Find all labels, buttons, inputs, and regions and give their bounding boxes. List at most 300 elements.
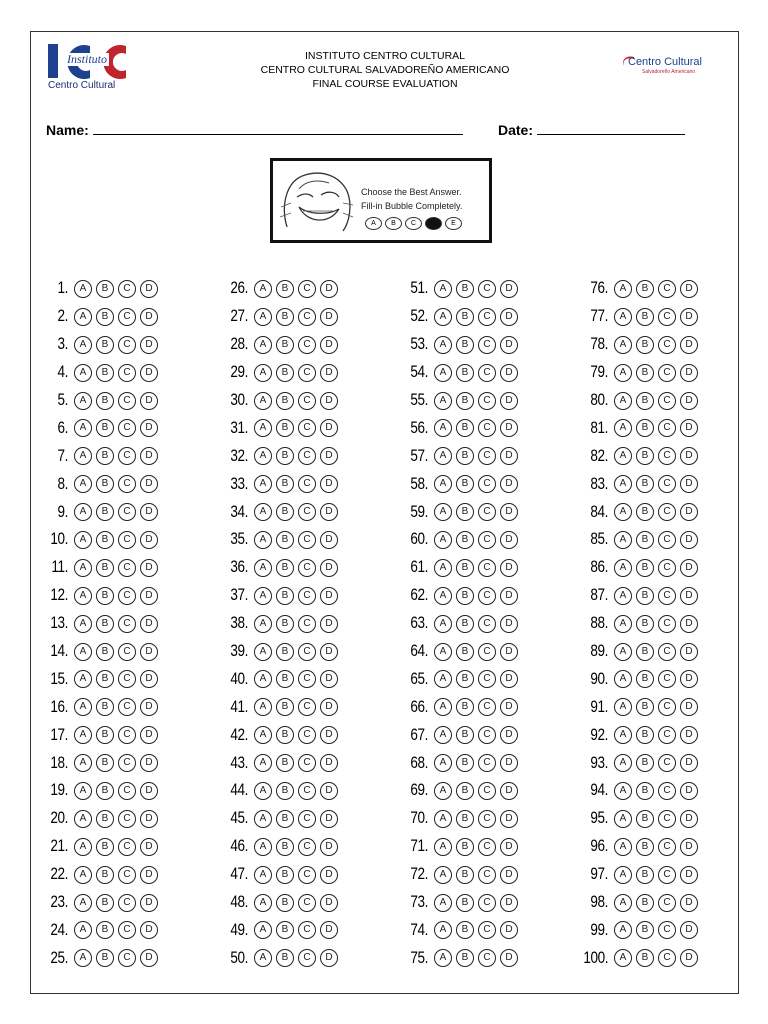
answer-bubble-b[interactable]: B [636, 559, 654, 577]
answer-bubble-c[interactable]: C [298, 336, 316, 354]
answer-bubble-c[interactable]: C [118, 782, 136, 800]
answer-bubble-b[interactable]: B [456, 921, 474, 939]
answer-bubble-a[interactable]: A [254, 447, 272, 465]
answer-bubble-d[interactable]: D [140, 810, 158, 828]
answer-bubble-d[interactable]: D [320, 670, 338, 688]
answer-bubble-c[interactable]: C [478, 531, 496, 549]
answer-bubble-a[interactable]: A [74, 280, 92, 298]
answer-bubble-b[interactable]: B [276, 615, 294, 633]
answer-bubble-b[interactable]: B [636, 866, 654, 884]
answer-bubble-d[interactable]: D [320, 308, 338, 326]
answer-bubble-d[interactable]: D [500, 587, 518, 605]
answer-bubble-d[interactable]: D [140, 280, 158, 298]
answer-bubble-b[interactable]: B [456, 643, 474, 661]
answer-bubble-b[interactable]: B [96, 810, 114, 828]
answer-bubble-d[interactable]: D [680, 643, 698, 661]
answer-bubble-b[interactable]: B [276, 447, 294, 465]
answer-bubble-a[interactable]: A [254, 643, 272, 661]
answer-bubble-a[interactable]: A [434, 475, 452, 493]
answer-bubble-a[interactable]: A [614, 643, 632, 661]
answer-bubble-d[interactable]: D [500, 503, 518, 521]
answer-bubble-b[interactable]: B [96, 782, 114, 800]
answer-bubble-c[interactable]: C [478, 894, 496, 912]
answer-bubble-c[interactable]: C [478, 782, 496, 800]
answer-bubble-c[interactable]: C [658, 949, 676, 967]
answer-bubble-d[interactable]: D [320, 531, 338, 549]
answer-bubble-c[interactable]: C [118, 336, 136, 354]
answer-bubble-d[interactable]: D [140, 475, 158, 493]
answer-bubble-b[interactable]: B [636, 894, 654, 912]
answer-bubble-a[interactable]: A [434, 419, 452, 437]
answer-bubble-a[interactable]: A [74, 308, 92, 326]
answer-bubble-a[interactable]: A [74, 587, 92, 605]
answer-bubble-a[interactable]: A [254, 336, 272, 354]
answer-bubble-a[interactable]: A [254, 587, 272, 605]
answer-bubble-c[interactable]: C [478, 838, 496, 856]
answer-bubble-b[interactable]: B [456, 838, 474, 856]
answer-bubble-a[interactable]: A [74, 698, 92, 716]
answer-bubble-a[interactable]: A [254, 698, 272, 716]
answer-bubble-b[interactable]: B [636, 392, 654, 410]
answer-bubble-a[interactable]: A [254, 810, 272, 828]
answer-bubble-a[interactable]: A [434, 921, 452, 939]
answer-bubble-a[interactable]: A [254, 531, 272, 549]
answer-bubble-b[interactable]: B [276, 894, 294, 912]
answer-bubble-c[interactable]: C [478, 587, 496, 605]
answer-bubble-d[interactable]: D [500, 949, 518, 967]
answer-bubble-a[interactable]: A [254, 866, 272, 884]
answer-bubble-d[interactable]: D [500, 392, 518, 410]
answer-bubble-a[interactable]: A [74, 726, 92, 744]
answer-bubble-a[interactable]: A [254, 308, 272, 326]
answer-bubble-b[interactable]: B [96, 921, 114, 939]
answer-bubble-b[interactable]: B [456, 392, 474, 410]
answer-bubble-a[interactable]: A [74, 754, 92, 772]
answer-bubble-c[interactable]: C [298, 559, 316, 577]
answer-bubble-b[interactable]: B [96, 894, 114, 912]
answer-bubble-a[interactable]: A [254, 419, 272, 437]
answer-bubble-c[interactable]: C [478, 810, 496, 828]
answer-bubble-a[interactable]: A [254, 280, 272, 298]
answer-bubble-a[interactable]: A [434, 949, 452, 967]
answer-bubble-c[interactable]: C [478, 280, 496, 298]
answer-bubble-c[interactable]: C [298, 838, 316, 856]
answer-bubble-a[interactable]: A [74, 643, 92, 661]
answer-bubble-d[interactable]: D [140, 894, 158, 912]
answer-bubble-d[interactable]: D [680, 336, 698, 354]
answer-bubble-a[interactable]: A [614, 754, 632, 772]
answer-bubble-d[interactable]: D [140, 866, 158, 884]
answer-bubble-b[interactable]: B [456, 308, 474, 326]
answer-bubble-a[interactable]: A [614, 559, 632, 577]
answer-bubble-d[interactable]: D [680, 587, 698, 605]
answer-bubble-d[interactable]: D [140, 698, 158, 716]
answer-bubble-d[interactable]: D [680, 364, 698, 382]
answer-bubble-d[interactable]: D [140, 921, 158, 939]
answer-bubble-b[interactable]: B [456, 475, 474, 493]
answer-bubble-a[interactable]: A [74, 475, 92, 493]
answer-bubble-d[interactable]: D [140, 726, 158, 744]
answer-bubble-d[interactable]: D [680, 280, 698, 298]
answer-bubble-d[interactable]: D [680, 392, 698, 410]
answer-bubble-c[interactable]: C [118, 866, 136, 884]
answer-bubble-a[interactable]: A [254, 392, 272, 410]
answer-bubble-c[interactable]: C [658, 866, 676, 884]
answer-bubble-c[interactable]: C [118, 921, 136, 939]
answer-bubble-b[interactable]: B [636, 447, 654, 465]
answer-bubble-d[interactable]: D [680, 475, 698, 493]
answer-bubble-d[interactable]: D [140, 503, 158, 521]
answer-bubble-b[interactable]: B [276, 559, 294, 577]
answer-bubble-c[interactable]: C [118, 754, 136, 772]
answer-bubble-c[interactable]: C [298, 615, 316, 633]
answer-bubble-c[interactable]: C [118, 308, 136, 326]
answer-bubble-a[interactable]: A [74, 559, 92, 577]
answer-bubble-b[interactable]: B [636, 782, 654, 800]
answer-bubble-a[interactable]: A [614, 670, 632, 688]
answer-bubble-b[interactable]: B [96, 280, 114, 298]
answer-bubble-c[interactable]: C [658, 559, 676, 577]
answer-bubble-c[interactable]: C [118, 643, 136, 661]
answer-bubble-c[interactable]: C [478, 643, 496, 661]
answer-bubble-a[interactable]: A [434, 643, 452, 661]
answer-bubble-c[interactable]: C [658, 921, 676, 939]
answer-bubble-b[interactable]: B [276, 419, 294, 437]
answer-bubble-d[interactable]: D [500, 615, 518, 633]
answer-bubble-c[interactable]: C [298, 949, 316, 967]
answer-bubble-b[interactable]: B [456, 559, 474, 577]
answer-bubble-c[interactable]: C [658, 280, 676, 298]
answer-bubble-a[interactable]: A [74, 419, 92, 437]
answer-bubble-c[interactable]: C [658, 754, 676, 772]
answer-bubble-c[interactable]: C [658, 392, 676, 410]
answer-bubble-a[interactable]: A [614, 308, 632, 326]
answer-bubble-b[interactable]: B [456, 670, 474, 688]
answer-bubble-b[interactable]: B [96, 949, 114, 967]
answer-bubble-d[interactable]: D [140, 615, 158, 633]
answer-bubble-b[interactable]: B [636, 643, 654, 661]
answer-bubble-b[interactable]: B [276, 726, 294, 744]
answer-bubble-c[interactable]: C [298, 419, 316, 437]
answer-bubble-d[interactable]: D [320, 866, 338, 884]
answer-bubble-c[interactable]: C [118, 615, 136, 633]
answer-bubble-c[interactable]: C [658, 670, 676, 688]
answer-bubble-c[interactable]: C [658, 419, 676, 437]
answer-bubble-d[interactable]: D [500, 894, 518, 912]
answer-bubble-c[interactable]: C [298, 866, 316, 884]
answer-bubble-d[interactable]: D [680, 419, 698, 437]
answer-bubble-d[interactable]: D [140, 308, 158, 326]
answer-bubble-c[interactable]: C [478, 447, 496, 465]
answer-bubble-b[interactable]: B [456, 810, 474, 828]
answer-bubble-d[interactable]: D [680, 670, 698, 688]
answer-bubble-a[interactable]: A [74, 866, 92, 884]
answer-bubble-b[interactable]: B [456, 949, 474, 967]
answer-bubble-d[interactable]: D [320, 447, 338, 465]
answer-bubble-a[interactable]: A [434, 810, 452, 828]
answer-bubble-c[interactable]: C [298, 587, 316, 605]
answer-bubble-a[interactable]: A [254, 726, 272, 744]
answer-bubble-c[interactable]: C [658, 364, 676, 382]
answer-bubble-a[interactable]: A [74, 531, 92, 549]
answer-bubble-a[interactable]: A [254, 949, 272, 967]
answer-bubble-a[interactable]: A [434, 336, 452, 354]
answer-bubble-d[interactable]: D [140, 531, 158, 549]
answer-bubble-a[interactable]: A [614, 364, 632, 382]
answer-bubble-d[interactable]: D [500, 670, 518, 688]
answer-bubble-a[interactable]: A [434, 726, 452, 744]
answer-bubble-c[interactable]: C [118, 447, 136, 465]
answer-bubble-c[interactable]: C [298, 782, 316, 800]
answer-bubble-b[interactable]: B [276, 949, 294, 967]
answer-bubble-c[interactable]: C [658, 643, 676, 661]
answer-bubble-a[interactable]: A [254, 754, 272, 772]
answer-bubble-c[interactable]: C [658, 531, 676, 549]
answer-bubble-b[interactable]: B [96, 670, 114, 688]
answer-bubble-b[interactable]: B [456, 866, 474, 884]
answer-bubble-b[interactable]: B [96, 726, 114, 744]
date-input-line[interactable] [537, 120, 685, 135]
answer-bubble-b[interactable]: B [96, 643, 114, 661]
answer-bubble-b[interactable]: B [636, 587, 654, 605]
answer-bubble-b[interactable]: B [276, 838, 294, 856]
answer-bubble-d[interactable]: D [320, 587, 338, 605]
answer-bubble-a[interactable]: A [74, 949, 92, 967]
answer-bubble-c[interactable]: C [658, 782, 676, 800]
answer-bubble-c[interactable]: C [118, 503, 136, 521]
answer-bubble-c[interactable]: C [658, 726, 676, 744]
answer-bubble-a[interactable]: A [614, 782, 632, 800]
answer-bubble-c[interactable]: C [658, 308, 676, 326]
answer-bubble-a[interactable]: A [434, 587, 452, 605]
answer-bubble-d[interactable]: D [500, 782, 518, 800]
answer-bubble-a[interactable]: A [614, 894, 632, 912]
answer-bubble-c[interactable]: C [658, 475, 676, 493]
answer-bubble-c[interactable]: C [118, 894, 136, 912]
answer-bubble-c[interactable]: C [118, 475, 136, 493]
answer-bubble-b[interactable]: B [96, 419, 114, 437]
answer-bubble-c[interactable]: C [478, 615, 496, 633]
answer-bubble-d[interactable]: D [680, 921, 698, 939]
answer-bubble-d[interactable]: D [680, 615, 698, 633]
answer-bubble-b[interactable]: B [276, 392, 294, 410]
answer-bubble-d[interactable]: D [320, 643, 338, 661]
answer-bubble-a[interactable]: A [434, 894, 452, 912]
answer-bubble-d[interactable]: D [320, 782, 338, 800]
answer-bubble-a[interactable]: A [254, 559, 272, 577]
answer-bubble-a[interactable]: A [614, 921, 632, 939]
answer-bubble-d[interactable]: D [140, 949, 158, 967]
answer-bubble-a[interactable]: A [434, 503, 452, 521]
answer-bubble-c[interactable]: C [658, 698, 676, 716]
answer-bubble-c[interactable]: C [118, 392, 136, 410]
answer-bubble-b[interactable]: B [636, 364, 654, 382]
answer-bubble-b[interactable]: B [96, 559, 114, 577]
answer-bubble-b[interactable]: B [276, 475, 294, 493]
answer-bubble-a[interactable]: A [254, 364, 272, 382]
answer-bubble-d[interactable]: D [500, 419, 518, 437]
answer-bubble-a[interactable]: A [614, 587, 632, 605]
answer-bubble-d[interactable]: D [680, 531, 698, 549]
answer-bubble-d[interactable]: D [320, 810, 338, 828]
answer-bubble-a[interactable]: A [614, 531, 632, 549]
answer-bubble-b[interactable]: B [636, 810, 654, 828]
answer-bubble-c[interactable]: C [298, 670, 316, 688]
answer-bubble-a[interactable]: A [434, 615, 452, 633]
answer-bubble-b[interactable]: B [456, 782, 474, 800]
answer-bubble-b[interactable]: B [96, 503, 114, 521]
answer-bubble-d[interactable]: D [500, 810, 518, 828]
answer-bubble-a[interactable]: A [434, 559, 452, 577]
answer-bubble-b[interactable]: B [636, 531, 654, 549]
answer-bubble-d[interactable]: D [500, 475, 518, 493]
answer-bubble-b[interactable]: B [96, 587, 114, 605]
answer-bubble-b[interactable]: B [636, 726, 654, 744]
answer-bubble-d[interactable]: D [320, 754, 338, 772]
answer-bubble-a[interactable]: A [74, 392, 92, 410]
answer-bubble-d[interactable]: D [680, 949, 698, 967]
answer-bubble-d[interactable]: D [320, 949, 338, 967]
answer-bubble-c[interactable]: C [298, 726, 316, 744]
answer-bubble-a[interactable]: A [434, 866, 452, 884]
answer-bubble-b[interactable]: B [276, 698, 294, 716]
answer-bubble-c[interactable]: C [118, 810, 136, 828]
answer-bubble-c[interactable]: C [298, 447, 316, 465]
answer-bubble-d[interactable]: D [500, 754, 518, 772]
answer-bubble-d[interactable]: D [320, 475, 338, 493]
answer-bubble-a[interactable]: A [254, 894, 272, 912]
answer-bubble-a[interactable]: A [254, 670, 272, 688]
answer-bubble-c[interactable]: C [298, 364, 316, 382]
answer-bubble-b[interactable]: B [456, 364, 474, 382]
answer-bubble-b[interactable]: B [456, 503, 474, 521]
answer-bubble-a[interactable]: A [614, 866, 632, 884]
answer-bubble-b[interactable]: B [636, 308, 654, 326]
answer-bubble-c[interactable]: C [118, 838, 136, 856]
answer-bubble-d[interactable]: D [680, 866, 698, 884]
answer-bubble-b[interactable]: B [276, 587, 294, 605]
answer-bubble-c[interactable]: C [658, 810, 676, 828]
answer-bubble-d[interactable]: D [320, 726, 338, 744]
answer-bubble-b[interactable]: B [456, 615, 474, 633]
name-input-line[interactable] [93, 120, 463, 135]
answer-bubble-a[interactable]: A [74, 782, 92, 800]
answer-bubble-d[interactable]: D [500, 921, 518, 939]
answer-bubble-a[interactable]: A [614, 475, 632, 493]
answer-bubble-c[interactable]: C [298, 698, 316, 716]
answer-bubble-b[interactable]: B [276, 531, 294, 549]
answer-bubble-d[interactable]: D [500, 866, 518, 884]
answer-bubble-b[interactable]: B [96, 615, 114, 633]
answer-bubble-b[interactable]: B [96, 336, 114, 354]
answer-bubble-c[interactable]: C [658, 503, 676, 521]
answer-bubble-d[interactable]: D [140, 643, 158, 661]
answer-bubble-a[interactable]: A [74, 615, 92, 633]
answer-bubble-a[interactable]: A [254, 838, 272, 856]
answer-bubble-c[interactable]: C [118, 949, 136, 967]
answer-bubble-b[interactable]: B [276, 364, 294, 382]
answer-bubble-a[interactable]: A [74, 921, 92, 939]
answer-bubble-c[interactable]: C [478, 392, 496, 410]
answer-bubble-a[interactable]: A [614, 698, 632, 716]
answer-bubble-c[interactable]: C [298, 894, 316, 912]
answer-bubble-d[interactable]: D [140, 392, 158, 410]
answer-bubble-d[interactable]: D [680, 754, 698, 772]
answer-bubble-b[interactable]: B [276, 643, 294, 661]
answer-bubble-a[interactable]: A [74, 838, 92, 856]
answer-bubble-b[interactable]: B [456, 419, 474, 437]
answer-bubble-d[interactable]: D [680, 559, 698, 577]
answer-bubble-c[interactable]: C [478, 419, 496, 437]
answer-bubble-b[interactable]: B [636, 280, 654, 298]
answer-bubble-c[interactable]: C [658, 447, 676, 465]
answer-bubble-c[interactable]: C [118, 559, 136, 577]
answer-bubble-a[interactable]: A [434, 698, 452, 716]
answer-bubble-b[interactable]: B [636, 336, 654, 354]
answer-bubble-b[interactable]: B [96, 698, 114, 716]
answer-bubble-d[interactable]: D [320, 894, 338, 912]
answer-bubble-a[interactable]: A [434, 838, 452, 856]
answer-bubble-d[interactable]: D [680, 308, 698, 326]
answer-bubble-c[interactable]: C [478, 503, 496, 521]
answer-bubble-b[interactable]: B [456, 336, 474, 354]
answer-bubble-a[interactable]: A [614, 280, 632, 298]
answer-bubble-a[interactable]: A [74, 336, 92, 354]
answer-bubble-a[interactable]: A [434, 308, 452, 326]
answer-bubble-b[interactable]: B [96, 447, 114, 465]
answer-bubble-c[interactable]: C [478, 698, 496, 716]
answer-bubble-c[interactable]: C [478, 670, 496, 688]
answer-bubble-d[interactable]: D [500, 698, 518, 716]
answer-bubble-d[interactable]: D [140, 782, 158, 800]
answer-bubble-d[interactable]: D [680, 782, 698, 800]
answer-bubble-a[interactable]: A [74, 670, 92, 688]
answer-bubble-b[interactable]: B [636, 754, 654, 772]
answer-bubble-b[interactable]: B [96, 364, 114, 382]
answer-bubble-d[interactable]: D [680, 503, 698, 521]
answer-bubble-a[interactable]: A [614, 615, 632, 633]
answer-bubble-a[interactable]: A [74, 810, 92, 828]
answer-bubble-c[interactable]: C [478, 921, 496, 939]
answer-bubble-b[interactable]: B [636, 698, 654, 716]
answer-bubble-c[interactable]: C [118, 726, 136, 744]
answer-bubble-d[interactable]: D [140, 419, 158, 437]
answer-bubble-c[interactable]: C [658, 336, 676, 354]
answer-bubble-b[interactable]: B [276, 866, 294, 884]
answer-bubble-b[interactable]: B [456, 280, 474, 298]
answer-bubble-a[interactable]: A [434, 447, 452, 465]
answer-bubble-b[interactable]: B [276, 280, 294, 298]
answer-bubble-d[interactable]: D [500, 531, 518, 549]
answer-bubble-b[interactable]: B [456, 726, 474, 744]
answer-bubble-c[interactable]: C [658, 894, 676, 912]
answer-bubble-b[interactable]: B [456, 754, 474, 772]
answer-bubble-b[interactable]: B [636, 949, 654, 967]
answer-bubble-b[interactable]: B [276, 503, 294, 521]
answer-bubble-d[interactable]: D [140, 336, 158, 354]
answer-bubble-a[interactable]: A [74, 447, 92, 465]
answer-bubble-a[interactable]: A [614, 838, 632, 856]
answer-bubble-c[interactable]: C [298, 392, 316, 410]
answer-bubble-d[interactable]: D [500, 643, 518, 661]
answer-bubble-c[interactable]: C [478, 336, 496, 354]
answer-bubble-b[interactable]: B [636, 615, 654, 633]
answer-bubble-a[interactable]: A [434, 782, 452, 800]
answer-bubble-c[interactable]: C [478, 949, 496, 967]
answer-bubble-b[interactable]: B [96, 531, 114, 549]
answer-bubble-d[interactable]: D [680, 726, 698, 744]
answer-bubble-b[interactable]: B [96, 308, 114, 326]
